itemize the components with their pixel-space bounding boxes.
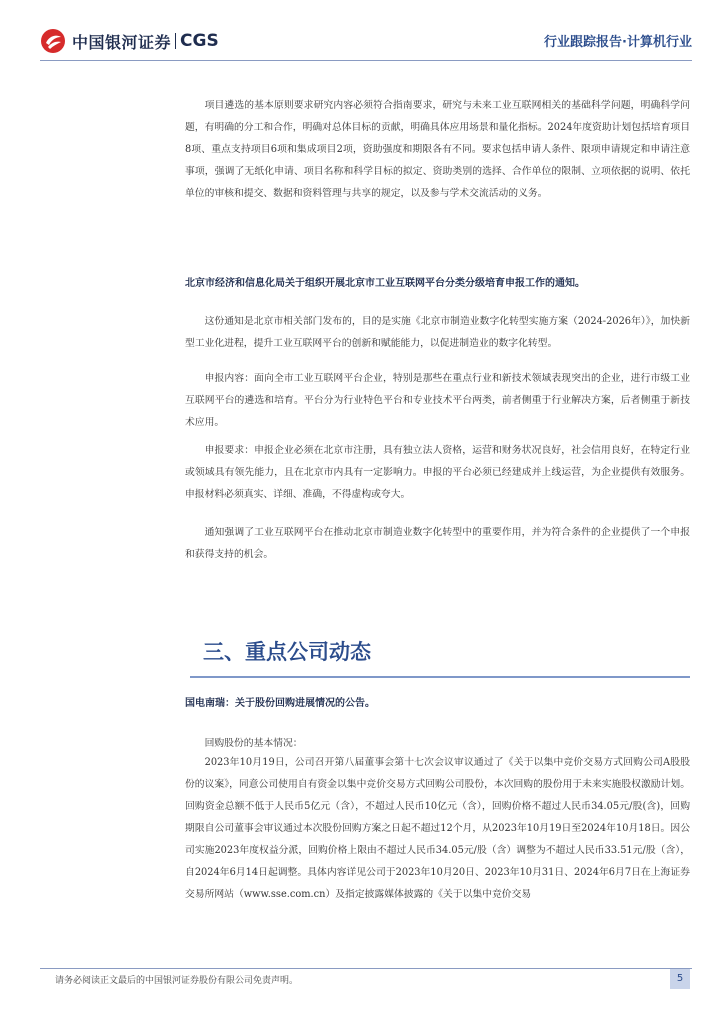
policy-paragraph-5	[185, 522, 690, 566]
policy-heading	[185, 273, 690, 295]
section-title: 三、重点公司动态	[203, 640, 371, 664]
company-paragraph-2	[185, 752, 690, 906]
page-header	[0, 0, 724, 62]
logo-separator	[175, 33, 176, 49]
paragraph-text: 项目遴选的基本原则要求研究内容必须符合指南要求，研究与未来工业互联网相关的基础科学问题，明确科学问题，有明确的分工和合作，明确对总体目标的贡献，明确具体应用场景和量化指标。2024年度资助计划包括培育项目8项、重点支持项目6项和集成项目2项，资助强度和期限各有不同。要求包括申请人条件、限项申请规定和申请注意事项，强调了无纸化申请、项目名称和科学目标的拟定、资助类别的选择、合作单位的限制、立项依据的说明、依托单位的审核和提交、数据和资料管理与共享的规定，以及参与学术交流活动的义务。	[185, 100, 690, 199]
policy-paragraph-1	[185, 95, 690, 205]
page-number: 5	[670, 969, 690, 989]
paragraph-text: 回购股份的基本情况：	[204, 738, 303, 749]
paragraph-text: 申报内容：面向全市工业互联网平台企业，特别是那些在重点行业和新技术领域表现突出的企业，进行市级工业互联网平台的遴选和培育。平台分为行业特色平台和专业技术平台两类，前者侧重于行业解决方案，后者侧重于新技术应用。	[185, 373, 690, 428]
company-news-heading: 国电南瑞：关于股份回购进展情况的公告。	[185, 698, 375, 709]
policy-paragraph-3	[185, 368, 690, 434]
company-heading	[185, 693, 690, 715]
section-divider	[190, 676, 690, 678]
paragraph-text: 这份通知是北京市相关部门发布的，目的是实施《北京市制造业数字化转型实施方案（2024-2026年）》，加快新型工业化进程，提升工业互联网平台的创新和赋能能力，以促进制造业的数字化转型。	[185, 316, 690, 349]
report-type-label: 行业跟踪报告·计算机行业	[544, 35, 692, 50]
paragraph-text: 申报要求：申报企业必须在北京市注册，具有独立法人资格，运营和财务状况良好，社会信用良好，在特定行业或领域具有领先能力，且在北京市内具有一定影响力。申报的平台必须已经建成并上线运营，为企业提供有效服务。申报材料必须真实、详细、准确，不得虚构或夸大。	[185, 445, 690, 500]
header-divider	[40, 60, 692, 61]
footer-disclaimer: 请务必阅读正文最后的中国银河证券股份有限公司免责声明。	[55, 976, 299, 986]
paragraph-text: 2023年10月19日，公司召开第八届董事会第十七次会议审议通过了《关于以集中竞价交易方式回购公司A股股份的议案》，同意公司使用自有资金以集中竞价交易方式回购公司股份，本次回购的股份用于未来实施股权激励计划。回购资金总额不低于人民币5亿元（含），不超过人民币10亿元（含），回购价格不超过人民币34.05元/股(含)，回购期限自公司董事会审议通过本次股份回购方案之日起不超过12个月，从2023年10月19日至2024年10月18日。因公司实施2023年度权益分派，回购价格上限由不超过人民币34.05元/股（含）调整为不超过人民币33.51元/股（含），自2024年6月14日起调整。具体内容详见公司于2023年10月20日、2023年10月31日、2024年6月7日在上海证券交易所网站（www.sse.com.cn）及指定披露媒体披露的《关于以集中竞价交易	[185, 757, 690, 900]
policy-paragraph-4	[185, 440, 690, 506]
logo-mark-icon	[40, 28, 66, 54]
logo-chinese-name: 中国银河证券	[72, 32, 172, 52]
notice-heading: 北京市经济和信息化局关于组织开展北京市工业互联网平台分类分级培育申报工作的通知。	[185, 278, 585, 289]
footer-divider	[40, 968, 692, 969]
paragraph-text: 通知强调了工业互联网平台在推动北京市制造业数字化转型中的重要作用，并为符合条件的企业提供了一个申报和获得支持的机会。	[185, 527, 690, 560]
policy-paragraph-2	[185, 311, 690, 355]
company-logo	[40, 28, 219, 54]
logo-english-name: CGS	[180, 31, 219, 51]
